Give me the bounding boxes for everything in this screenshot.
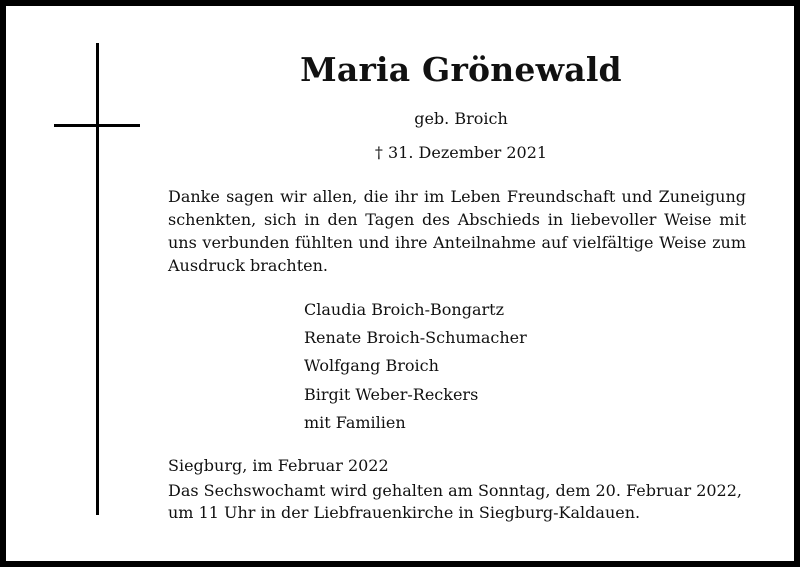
mourner-name: Birgit Weber-Reckers [304,384,479,404]
thanks-text: Danke sagen wir allen, die ihr im Leben Freundschaft und Zuneigung schenkten, sich in den Tagen des Abschieds in liebevoller Weise mit uns verbunden fühlten und ihre Anteilnahme auf vielfältige Weise zum Ausdruck brachten. [168,187,746,275]
place-date: Siegburg, im Februar 2022 [168,456,389,475]
mourner-family: mit Familien [304,412,406,432]
mourner-name: Wolfgang Broich [304,356,439,376]
birth-name: geb. Broich [414,109,508,128]
mourners-list [304,296,527,437]
death-date: † 31. Dezember 2021 [374,143,548,162]
mourner-name: Renate Broich-Schumacher [304,328,527,348]
cross-icon [96,43,99,515]
mourner-name: Claudia Broich-Bongartz [304,300,504,319]
service-announcement: Das Sechswochamt wird gehalten am Sonntag, dem 20. Februar 2022, um 11 Uhr in der Liebfrauenkirche in Siegburg-Kaldauen. [168,481,742,522]
cross-icon-crossbar [54,124,140,127]
deceased-name: Maria Grönewald [300,50,622,89]
